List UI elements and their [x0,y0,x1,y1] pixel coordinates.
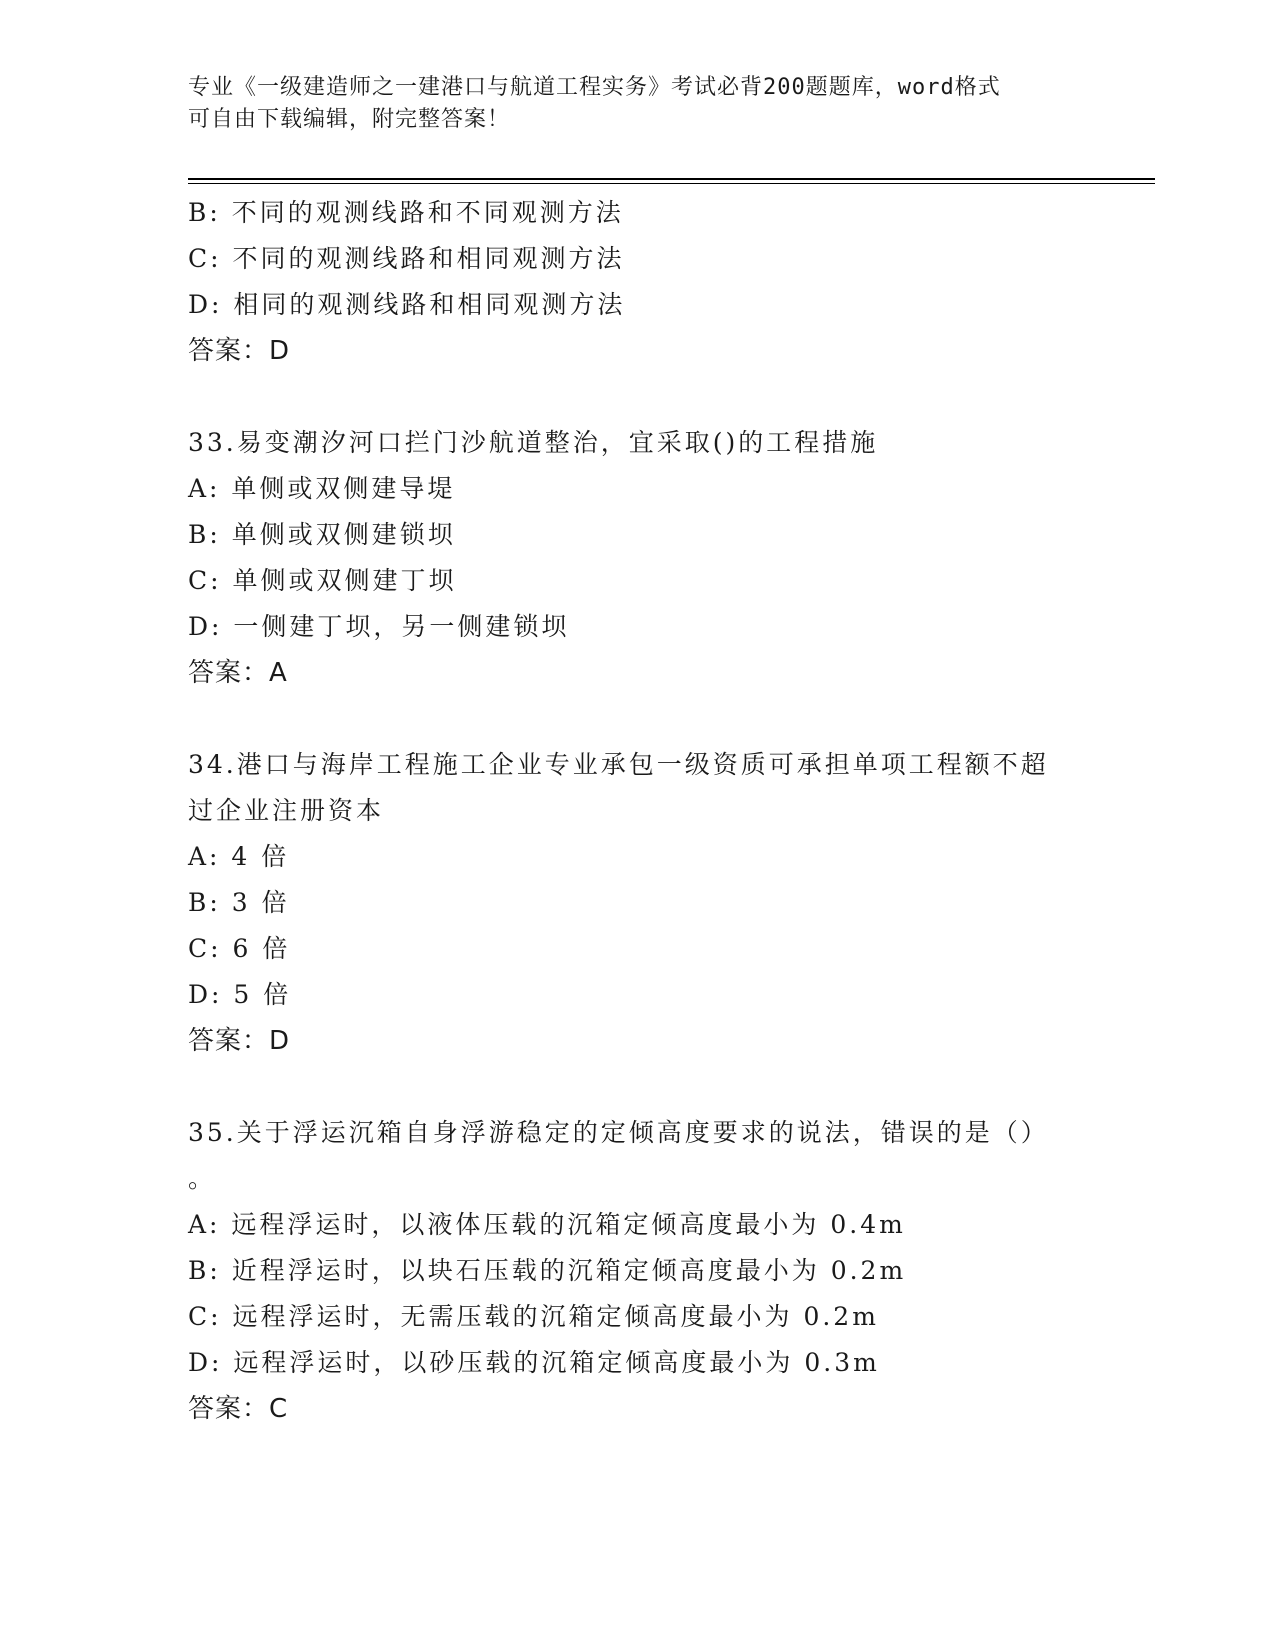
option-d: D: 一侧建丁坝，另一侧建锁坝 [188,612,570,641]
question-stem: 33.易变潮汐河口拦门沙航道整治，宜采取()的工程措施 [188,428,879,457]
question-stem-line-1: 35.关于浮运沉箱自身浮游稳定的定倾高度要求的说法，错误的是（） [188,1118,1049,1147]
header-title-line-2: 可自由下载编辑，附完整答案！ [188,107,511,132]
option-c: C: 远程浮运时，无需压载的沉箱定倾高度最小为 0.2m [188,1302,879,1331]
answer: 答案：D [188,1026,291,1056]
header-rule-thin [188,183,1155,184]
answer: 答案：D [188,336,291,366]
question-stem-line-2: 。 [188,1164,217,1193]
option-d: D: 5 倍 [188,980,292,1009]
option-a: A: 单侧或双侧建导堤 [188,474,456,503]
option-c: C: 6 倍 [188,934,291,963]
answer: 答案：C [188,1394,289,1424]
question-34 [188,742,1088,1064]
question-32 [188,190,1088,374]
question-stem-line-1: 34.港口与海岸工程施工企业专业承包一级资质可承担单项工程额不超 [188,750,1049,779]
header-title-line-1: 专业《一级建造师之一建港口与航道工程实务》考试必背200题题库，word格式 [188,75,1001,100]
option-c: C: 单侧或双侧建丁坝 [188,566,457,595]
question-list [188,190,1088,1432]
option-d: D: 相同的观测线路和相同观测方法 [188,290,626,319]
option-d: D: 远程浮运时，以砂压载的沉箱定倾高度最小为 0.3m [188,1348,880,1377]
question-33 [188,420,1088,696]
document-header [188,72,1068,136]
spacer [188,374,1088,420]
option-b: B: 不同的观测线路和不同观测方法 [188,198,624,227]
spacer [188,696,1088,742]
option-c: C: 不同的观测线路和相同观测方法 [188,244,625,273]
spacer [188,1064,1088,1110]
option-a: A: 远程浮运时，以液体压载的沉箱定倾高度最小为 0.4m [188,1210,906,1239]
option-b: B: 3 倍 [188,888,290,917]
option-b: B: 单侧或双侧建锁坝 [188,520,456,549]
answer: 答案：A [188,658,288,688]
option-a: A: 4 倍 [188,842,290,871]
option-b: B: 近程浮运时，以块石压载的沉箱定倾高度最小为 0.2m [188,1256,907,1285]
question-35 [188,1110,1088,1432]
header-rule-thick [188,178,1155,180]
question-stem-line-2: 过企业注册资本 [188,796,385,825]
